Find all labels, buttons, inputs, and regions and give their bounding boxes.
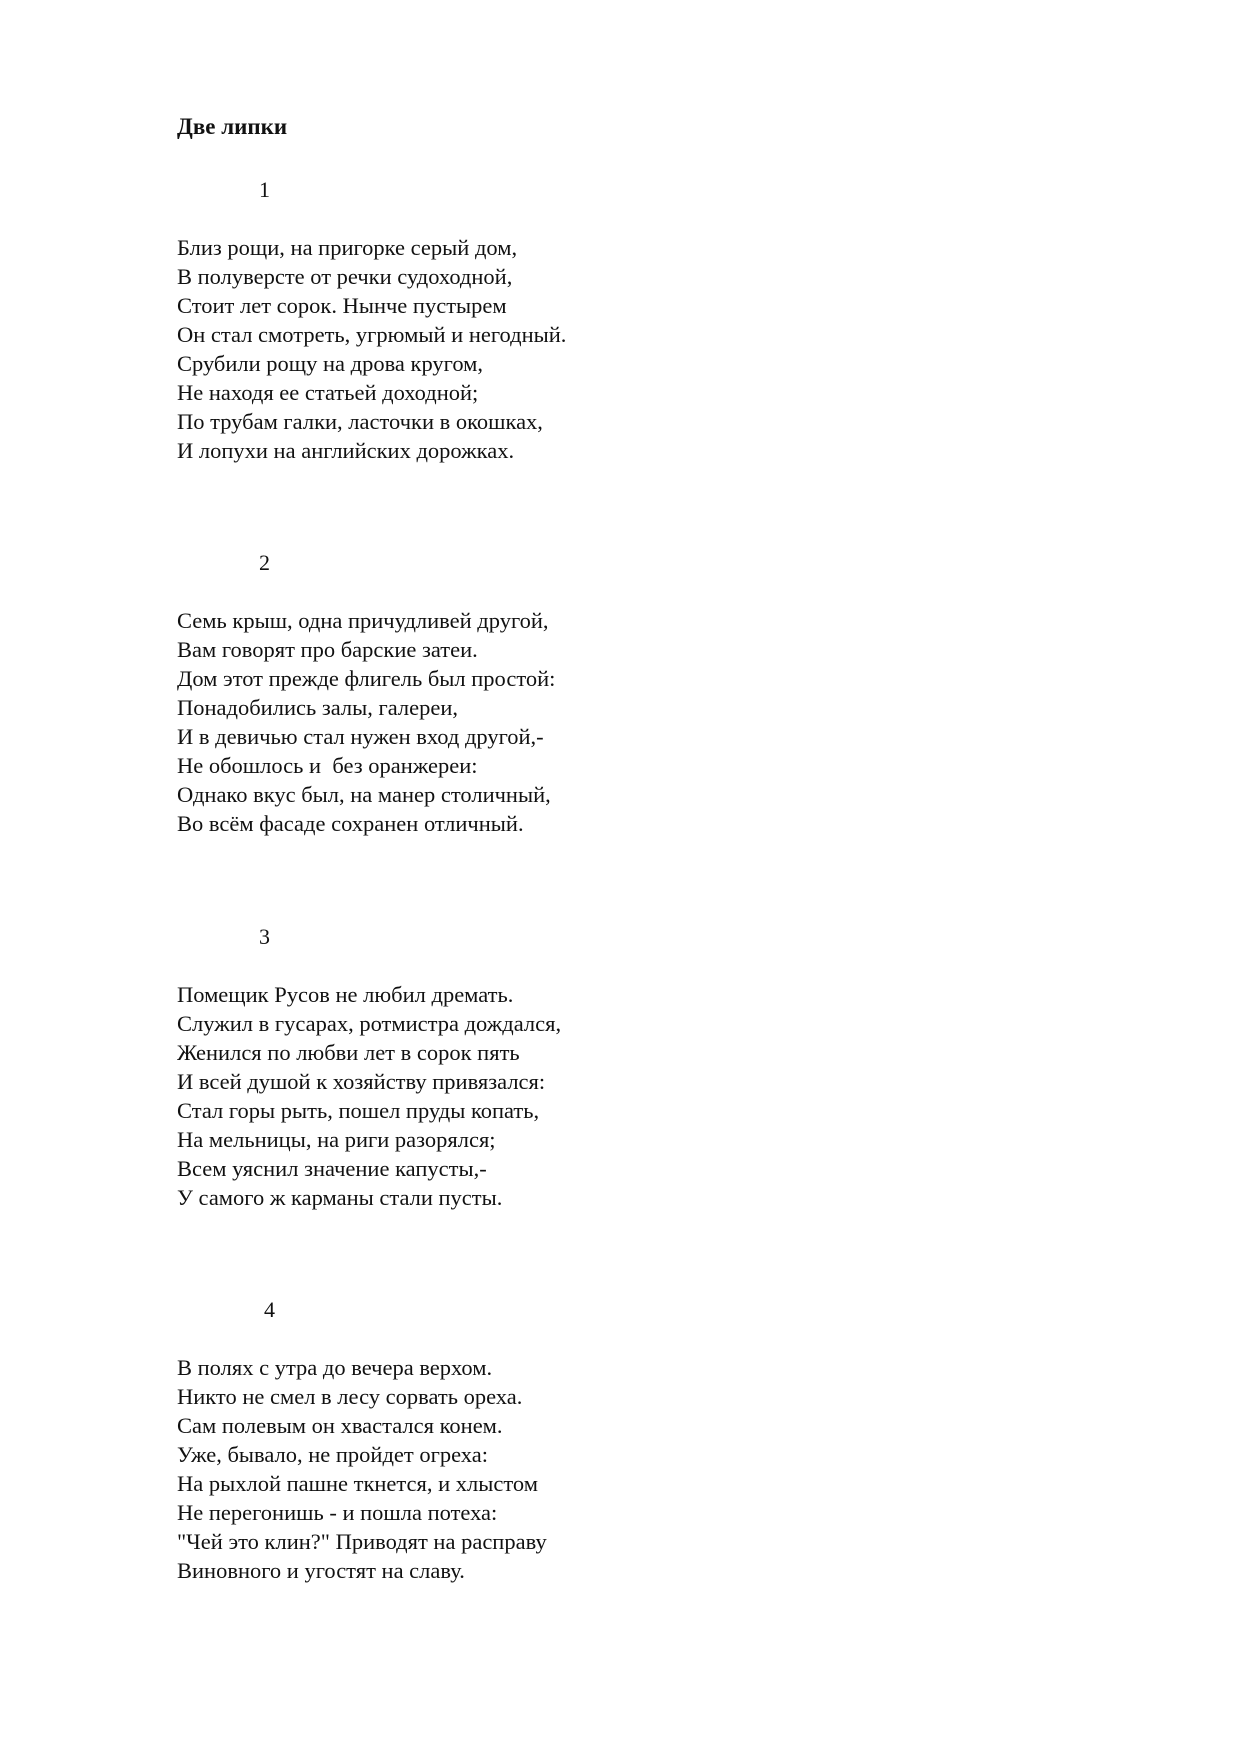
verse-line: На рыхлой пашне ткнется, и хлыстом [177, 1471, 538, 1496]
verse-line: И лопухи на английских дорожках. [177, 438, 515, 463]
verse-line: В полуверсте от речки судоходной, [177, 264, 513, 289]
verse-line: Не обошлось и без оранжереи: [177, 753, 478, 778]
verse-line: Не перегонишь - и пошла потеха: [177, 1500, 498, 1525]
stanza [177, 233, 566, 465]
verse-line: Дом этот прежде флигель был простой: [177, 666, 556, 691]
verse-line: Однако вкус был, на манер столичный, [177, 782, 551, 807]
verse-line: По трубам галки, ласточки в окошках, [177, 409, 543, 434]
verse-line: И всей душой к хозяйству привязался: [177, 1069, 546, 1094]
stanza [177, 1353, 547, 1585]
verse-line: Уже, бывало, не пройдет огреха: [177, 1442, 488, 1467]
verse-line: Срубили рощу на дрова кругом, [177, 351, 484, 376]
verse-line: Во всём фасаде сохранен отличный. [177, 811, 524, 836]
verse-line: Всем уяснил значение капусты,- [177, 1156, 487, 1181]
verse-line: Стал горы рыть, пошел пруды копать, [177, 1098, 540, 1123]
verse-line: Он стал смотреть, угрюмый и негодный. [177, 322, 567, 347]
verse-line: Виновного и угостят на славу. [177, 1558, 465, 1583]
verse-line: И в девичью стал нужен вход другой,- [177, 724, 544, 749]
verse-line: Сам полевым он хвастался конем. [177, 1413, 503, 1438]
verse-line: В полях с утра до вечера верхом. [177, 1355, 493, 1380]
verse-line: Семь крыш, одна причудливей другой, [177, 608, 549, 633]
verse-line: Никто не смел в лесу сорвать ореха. [177, 1384, 523, 1409]
poem-title: Две липки [177, 114, 288, 139]
verse-line: "Чей это клин?" Приводят на расправу [177, 1529, 547, 1554]
stanza [177, 980, 561, 1212]
verse-line: На мельницы, на риги разорялся; [177, 1127, 496, 1152]
stanza-number: 3 [259, 924, 270, 949]
verse-line: Женился по любви лет в сорок пять [177, 1040, 520, 1065]
stanza [177, 606, 555, 838]
stanza-number: 2 [259, 550, 270, 575]
verse-line: Близ рощи, на пригорке серый дом, [177, 235, 518, 260]
stanza-number: 1 [259, 177, 270, 202]
verse-line: Вам говорят про барские затеи. [177, 637, 478, 662]
stanza-number: 4 [264, 1297, 275, 1322]
verse-line: У самого ж карманы стали пусты. [177, 1185, 503, 1210]
verse-line: Служил в гусарах, ротмистра дождался, [177, 1011, 562, 1036]
verse-line: Помещик Русов не любил дремать. [177, 982, 514, 1007]
verse-line: Понадобились залы, галереи, [177, 695, 459, 720]
verse-line: Не находя ее статьей доходной; [177, 380, 479, 405]
verse-line: Стоит лет сорок. Нынче пустырем [177, 293, 507, 318]
